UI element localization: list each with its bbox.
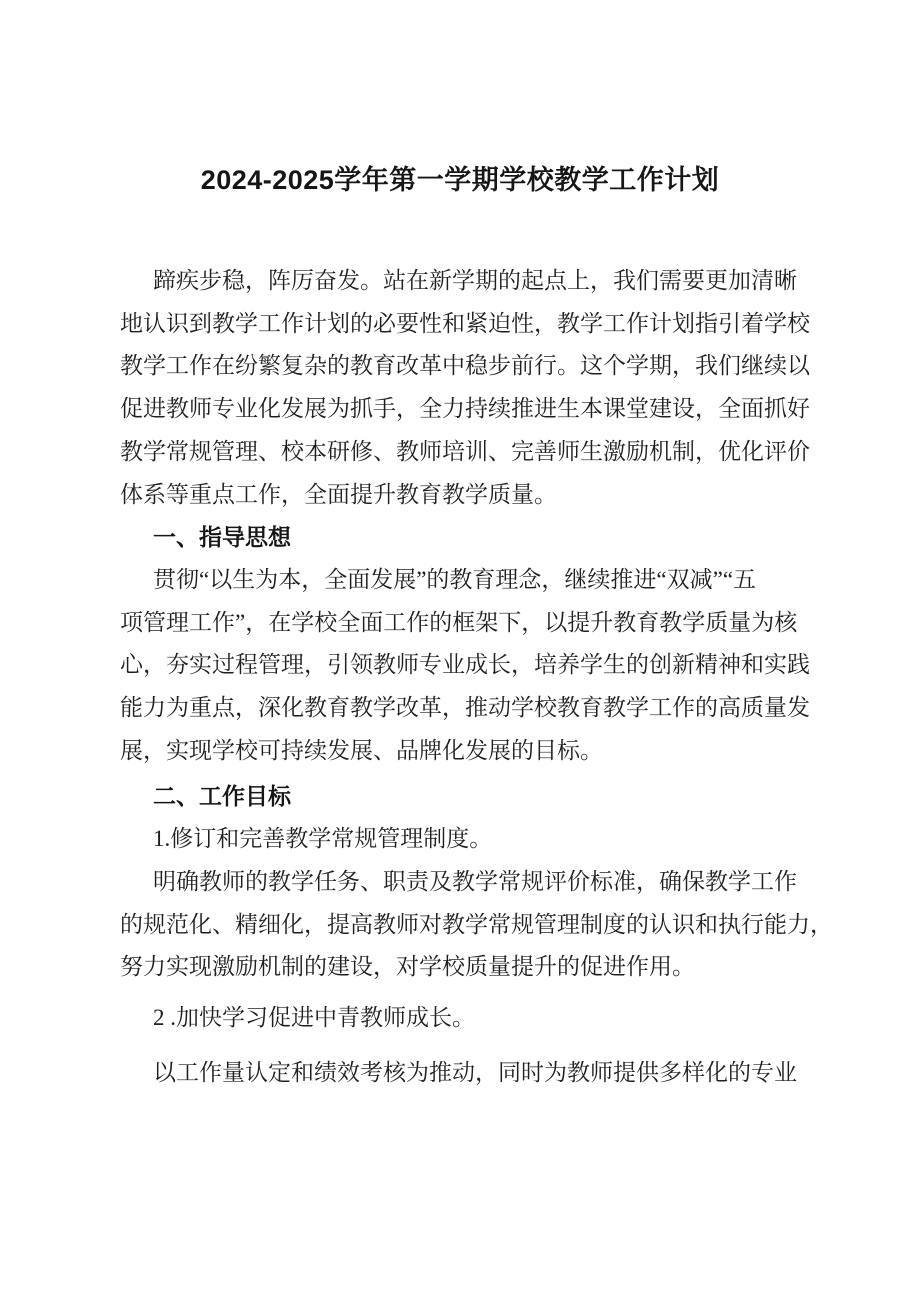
goals-item2-line: 以工作量认定和绩效考核为推动，同时为教师提供多样化的专业 [153,1059,797,1085]
guiding-line: 展，实现学校可持续发展、品牌化发展的目标。 [120,737,603,763]
section-heading-goals: 二、工作目标 [153,783,291,810]
document-title: 2024-2025学年第一学期学校教学工作计划 [200,165,720,195]
guiding-line: 贯彻“以生为本，全面发展”的教育理念，继续推进“双减”“五 [153,566,757,592]
goals-item1-line: 明确教师的教学任务、职责及教学常规评价标准，确保教学工作 [153,868,797,894]
intro-line: 促进教师专业化发展为抓手，全力持续推进生本课堂建设，全面抓好 [120,396,810,422]
intro-line: 地认识到教学工作计划的必要性和紧迫性，教学工作计划指引着学校 [120,310,810,336]
intro-line: 蹄疾步稳，阵厉奋发。站在新学期的起点上，我们需要更加清晰 [153,268,797,293]
goals-item1-title: 1.修订和完善教学常规管理制度。 [153,826,493,852]
goals-item2-title: 2 .加快学习促进中青教师成长。 [153,1004,475,1030]
document-body [120,260,833,1094]
intro-line: 体系等重点工作，全面提升教育教学质量。 [120,481,557,507]
guiding-line: 项管理工作”，在学校全面工作的框架下，以提升教育教学质量为核 [120,609,798,635]
goals-item1-line: 努力实现激励机制的建设，对学校质量提升的促进作用。 [120,954,695,980]
guiding-line: 心，夯实过程管理，引领教师专业成长，培养学生的创新精神和实践 [120,652,810,678]
guiding-line: 能力为重点，深化教育教学改革，推动学校教育教学工作的高质量发 [120,695,810,721]
goals-item1-line: 的规范化、精细化，提高教师对教学常规管理制度的认识和执行能力， [120,911,833,937]
section-heading-guiding: 一、指导思想 [153,524,291,551]
intro-line: 教学工作在纷繁复杂的教育改革中稳步前行。这个学期，我们继续以 [120,353,810,379]
intro-line: 教学常规管理、校本研修、教师培训、完善师生激励机制，优化评价 [120,438,810,464]
